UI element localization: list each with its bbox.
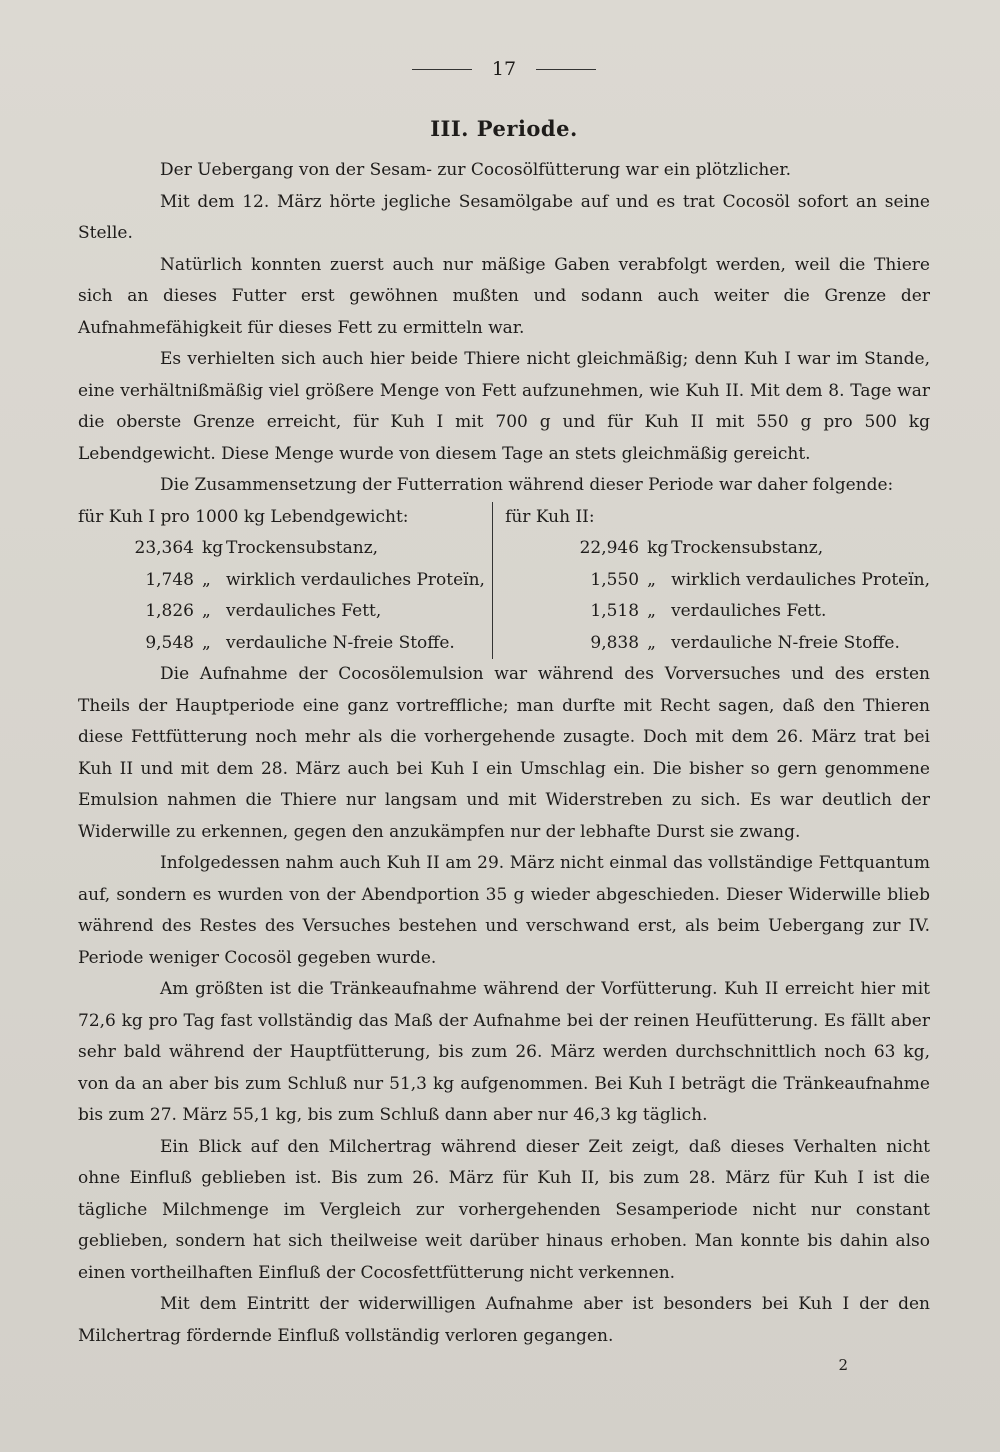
ration-unit: „: [647, 569, 656, 590]
ration-column-cow-1: [78, 502, 493, 660]
ration-row: [78, 628, 492, 660]
ration-unit: „: [647, 601, 656, 621]
page-number-line: [78, 58, 930, 80]
ration-label: verdauliches Fett.: [671, 601, 827, 621]
rule-right: [536, 69, 596, 70]
ration-unit: „: [647, 632, 656, 653]
ration-rows-cow-2: [505, 533, 930, 659]
paragraph: Infolgedessen nahm auch Kuh II am 29. März nicht einmal das vollständige Fettquantum auf, sondern es wurden von der Abendportion 35 g wieder abgeschieden. Dieser Widerwille blieb während des Restes des Versuches bestehen und verschwand erst, als beim Uebergang zur IV. Periode weniger Cocosöl gegeben wurde.: [78, 853, 930, 968]
ration-label: verdauliche N-freie Stoffe.: [671, 632, 900, 653]
paragraph: Ein Blick auf den Milchertrag während dieser Zeit zeigt, daß dieses Verhalten nicht ohne Einfluß geblieben ist. Bis zum 26. März für Kuh II, bis zum 28. März für Kuh I ist die tägliche Milchmenge im Vergleich zur vorhergehenden Sesamperiode nicht nur constant geblieben, sondern hat sich theilweise weit darüber hinaus erhoben. Man konnte bis dahin also einen vortheilhaften Einfluß der Cocosfettfütterung nicht verkennen.: [78, 1136, 930, 1283]
ration-label: wirklich verdauliches Proteïn,: [226, 569, 485, 590]
ration-row: [505, 628, 930, 660]
ration-unit: „: [202, 601, 211, 621]
ration-unit: „: [202, 632, 211, 653]
ration-row: [505, 533, 930, 565]
ration-unit: kg: [647, 538, 669, 558]
ration-row: [78, 533, 492, 565]
ration-label: Trockensubstanz,: [671, 538, 824, 558]
ration-rows-cow-1: [78, 533, 492, 659]
ration-value: 1,748: [145, 569, 194, 590]
ration-column-cow-2: [493, 502, 930, 660]
ration-label: wirklich verdauliches Proteïn,: [671, 569, 930, 590]
paragraphs-bottom: [78, 659, 930, 1352]
paragraph: Die Aufnahme der Cocosölemulsion war während des Vorversuches und des ersten Theils der Hauptperiode eine ganz vortreffliche; man durfte mit Recht sagen, daß den Thieren diese Fettfütterung noch mehr als die vorhergehende zusagte. Doch mit dem 26. März trat bei Kuh II und mit dem 28. März auch bei Kuh I ein Umschlag ein. Die bisher so gern genommene Emulsion nahmen die Thiere nur langsam und mit Widerstreben zu sich. Es war deutlich der Widerwille zu erkennen, gegen den anzukämpfen nur der lebhafte Durst sie zwang.: [78, 664, 930, 842]
ration-value: 9,838: [590, 632, 640, 653]
ration-row: [505, 596, 930, 628]
paragraph: Am größten ist die Tränkeaufnahme während der Vorfütterung. Kuh II erreicht hier mit 72,6 kg pro Tag fast vollständig das Maß der Aufnahme bei der reinen Heufütterung. Es fällt aber sehr bald während der Hauptfütterung, bis zum 26. März werden durchschnittlich noch 63 kg, von da an aber bis zum Schluß nur 51,3 kg aufgenommen. Bei Kuh I beträgt die Tränkeaufnahme bis zum 27. März 55,1 kg, bis zum Schluß dann aber nur 46,3 kg täglich.: [78, 979, 930, 1125]
ration-header-cow-2: für Kuh II:: [505, 506, 595, 527]
ration-value: 23,364: [134, 538, 194, 558]
ration-value: 9,548: [145, 632, 194, 653]
ration-row: [505, 565, 930, 597]
paragraph: Der Uebergang von der Sesam- zur Cocosölfütterung war ein plötzlicher.: [160, 160, 792, 180]
ration-row: [78, 565, 492, 597]
paragraph: Mit dem 12. März hörte jegliche Sesamölgabe auf und es trat Cocosöl sofort an seine Stelle.: [78, 191, 930, 243]
ration-unit: „: [202, 569, 211, 590]
page-number: 17: [491, 58, 517, 80]
paragraphs-top: [78, 155, 930, 502]
paragraph: Die Zusammensetzung der Futterration während dieser Periode war daher folgende:: [160, 475, 894, 495]
paragraph: Es verhielten sich auch hier beide Thiere nicht gleichmäßig; denn Kuh I war im Stande, eine verhältnißmäßig viel größere Menge von Fett aufzunehmen, wie Kuh II. Mit dem 8. Tage war die oberste Grenze erreicht, für Kuh I mit 700 g und für Kuh II mit 550 g pro 500 kg Lebendgewicht. Diese Menge wurde von diesem Tage an stets gleichmäßig gereicht.: [78, 349, 930, 464]
ration-table: [78, 502, 930, 660]
ration-value: 1,518: [590, 601, 640, 621]
ration-label: verdauliche N-freie Stoffe.: [226, 632, 455, 653]
ration-value: 22,946: [579, 538, 640, 558]
body-text: [78, 155, 930, 1352]
ration-label: Trockensubstanz,: [226, 538, 379, 558]
signature-mark: 2: [838, 1356, 848, 1374]
paragraph: Mit dem Eintritt der widerwilligen Aufnahme aber ist besonders bei Kuh I der den Milchertrag fördernde Einfluß vollständig verloren gegangen.: [78, 1294, 930, 1346]
paragraph: Natürlich konnten zuerst auch nur mäßige Gaben verabfolgt werden, weil die Thiere sich an dieses Futter erst gewöhnen mußten und sodann auch weiter die Grenze der Aufnahmefähigkeit für dieses Fett zu ermitteln war.: [78, 254, 930, 338]
section-heading: III. Periode.: [430, 116, 578, 141]
ration-label: verdauliches Fett,: [226, 601, 382, 621]
rule-left: [412, 69, 472, 70]
ration-value: 1,550: [590, 569, 640, 590]
ration-value: 1,826: [145, 601, 194, 621]
ration-unit: kg: [202, 538, 224, 558]
ration-row: [78, 596, 492, 628]
ration-header-cow-1: für Kuh I pro 1000 kg Lebendgewicht:: [78, 506, 409, 527]
